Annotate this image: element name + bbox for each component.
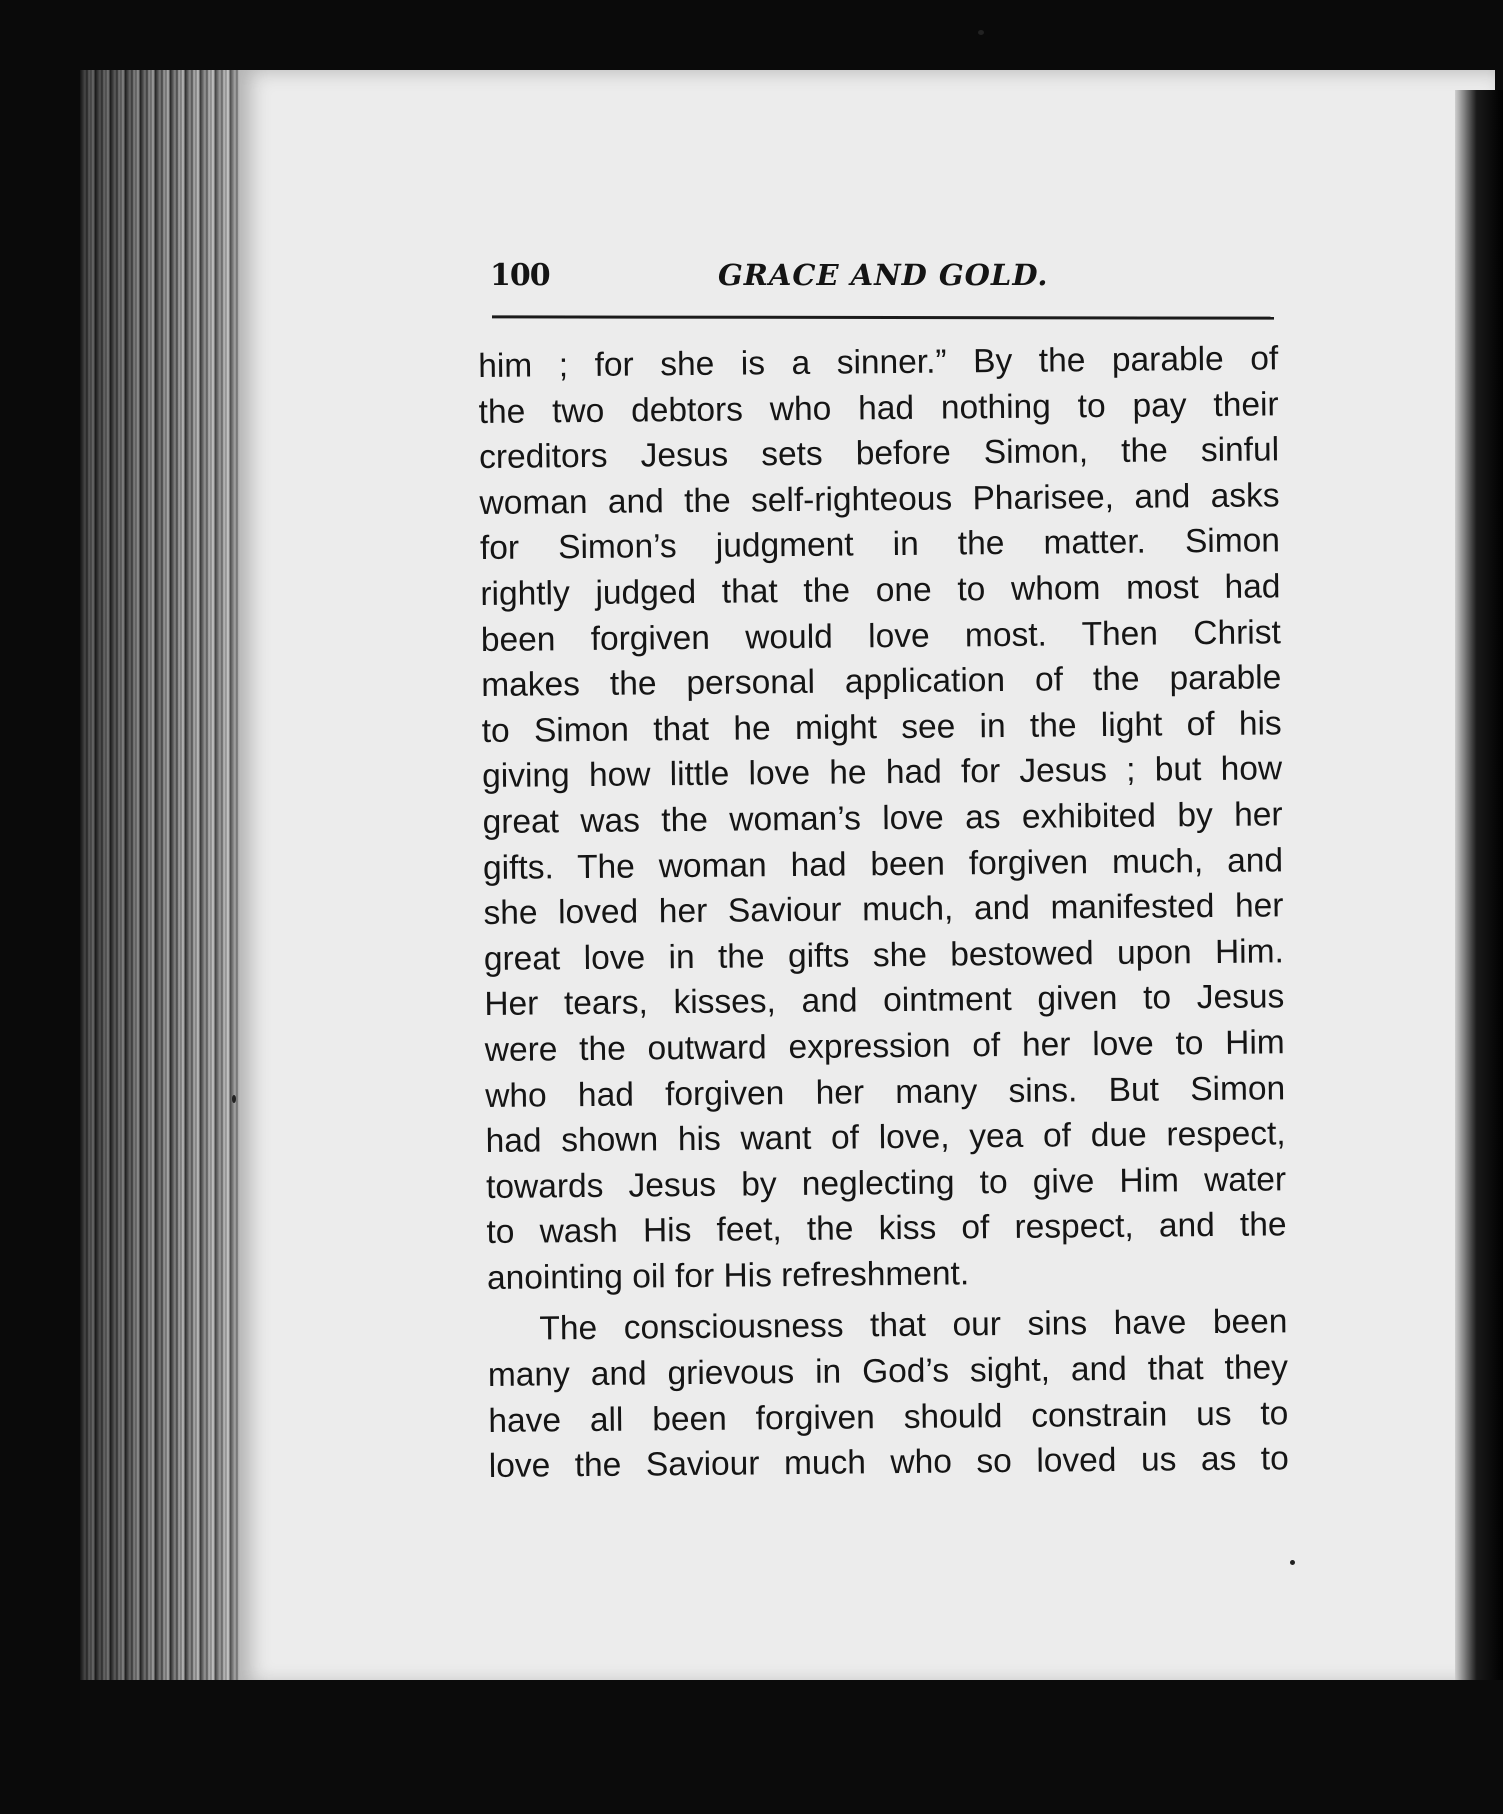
running-head-title: GRACE AND GOLD. [718, 258, 1049, 292]
scan-speck [232, 1095, 236, 1103]
text-line: to Simon that he might see in the light of his [481, 705, 1282, 750]
page-gutter-shadow [1455, 90, 1503, 1730]
text-line: love the Saviour much who so loved us as to [488, 1440, 1289, 1486]
text-line: creditors Jesus sets before Simon, the sinful [478, 431, 1280, 477]
text-line: to wash His feet, the kiss of respect, and the [486, 1206, 1287, 1252]
text-line: were the outward expression of her love to Him [484, 1024, 1285, 1069]
text-line: been forgiven would love most. Then Christ [480, 613, 1281, 659]
text-line: Her tears, kisses, and ointment given to Jesus [484, 978, 1285, 1024]
text-line: towards Jesus by neglecting to give Him water [485, 1160, 1287, 1206]
body-text [478, 336, 1289, 1489]
running-header [490, 258, 1275, 308]
text-line: have all been forgiven should constrain us to [488, 1394, 1289, 1440]
text-line: The consciousness that our sins have been [539, 1303, 1288, 1348]
scan-speck [978, 30, 984, 35]
text-line: anointing oil for His refreshment. [486, 1255, 970, 1297]
text-line: many and grievous in God’s sight, and that they [487, 1349, 1289, 1395]
text-line: him ; for she is a sinner.” By the parable of [478, 340, 1279, 385]
scan-bottom-border [80, 1680, 1503, 1814]
text-line: giving how little love he had for Jesus ; but how [481, 750, 1283, 796]
page-number: 100 [490, 258, 550, 293]
text-line: woman and the self-righteous Pharisee, and asks [479, 477, 1280, 522]
scan-speck [1290, 1560, 1295, 1565]
text-line: for Simon’s judgment in the matter. Simon [479, 522, 1281, 568]
text-line: gifts. The woman had been forgiven much, and [482, 841, 1284, 887]
text-line: who had forgiven her many sins. But Simon [485, 1069, 1286, 1115]
text-line: great love in the gifts she bestowed upon Him. [483, 933, 1285, 978]
text-line: great was the woman’s love as exhibited by her [482, 796, 1283, 841]
text-line: the two debtors who had nothing to pay their [478, 385, 1279, 431]
paragraph-1 [478, 336, 1287, 1301]
text-line: had shown his want of love, yea of due respect, [485, 1115, 1286, 1161]
text-line: rightly judged that the one to whom most had [480, 568, 1281, 613]
book-page-edges [80, 70, 260, 1685]
text-line: she loved her Saviour much, and manifested her [483, 887, 1284, 933]
text-line: makes the personal application of the parable [481, 659, 1282, 705]
paragraph-2 [487, 1300, 1289, 1490]
